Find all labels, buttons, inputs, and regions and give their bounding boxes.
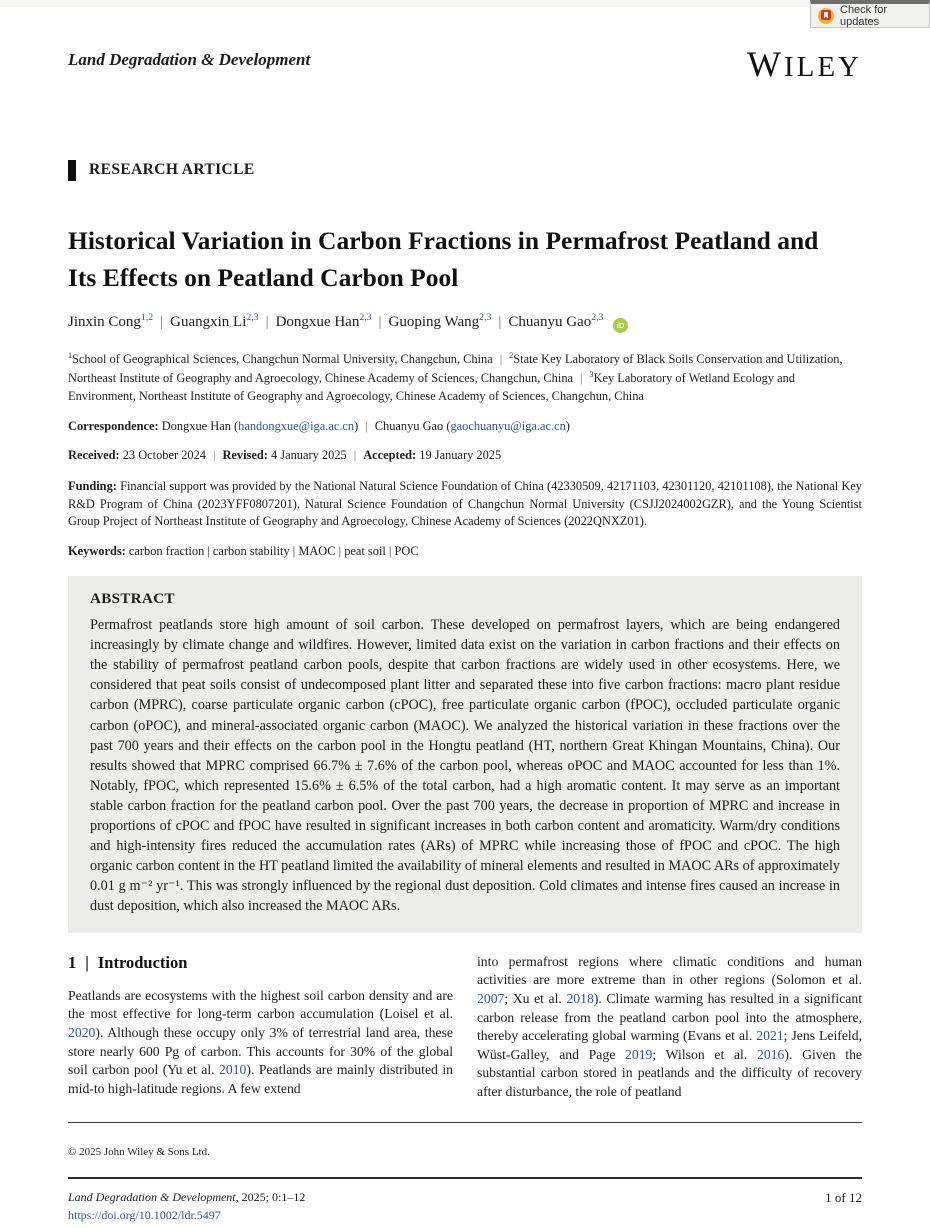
- intro-column-left: [68, 953, 453, 1102]
- authors-line: [68, 311, 862, 333]
- inline-link[interactable]: 2019: [625, 1046, 653, 1062]
- page-top-edge: [0, 0, 930, 7]
- intro-column-right: [477, 953, 862, 1102]
- page-footer: [68, 1177, 862, 1224]
- inline-link[interactable]: gaochuanyu@iga.ac.cn: [450, 418, 566, 433]
- footer-journal-line: Land Degradation & Development, 2025; 0:1–12: [68, 1189, 306, 1204]
- page-number: 1 of 12: [825, 1189, 862, 1205]
- inline-link[interactable]: handongxue@iga.ac.cn: [238, 418, 355, 433]
- inline-link[interactable]: 2016: [757, 1046, 785, 1062]
- keywords-line: Keywords: carbon fraction | carbon stability | MAOC | peat soil | POC: [68, 543, 419, 558]
- section-heading-introduction: 1 | Introduction: [68, 952, 188, 972]
- article-type-label: RESEARCH ARTICLE: [68, 160, 862, 181]
- wiley-logo: WILEY: [746, 44, 862, 84]
- inline-link[interactable]: 2020: [68, 1024, 96, 1040]
- abstract-heading: ABSTRACT: [90, 591, 175, 608]
- orcid-icon[interactable]: [613, 318, 628, 333]
- check-for-updates-label: Check for updates: [840, 3, 888, 28]
- abstract-box: [68, 576, 862, 932]
- authors-text: Jinxin Cong$^{1,2}$ | Guangxin Li$^{2,3}$ | Dongxue Han$^{2,3}$ | Guoping Wang$^{2,3}$ | Chuanyu Gao$^{2,3}$: [68, 311, 604, 330]
- article-title: Historical Variation in Carbon Fractions in Permafrost Peatland and Its Effects on Peatland Carbon Pool: [68, 225, 819, 292]
- history-dates-line: Received: 23 October 2024 | Revised: 4 January 2025 | Accepted: 19 January 2025: [68, 448, 502, 463]
- inline-link[interactable]: 2007: [477, 990, 505, 1006]
- affiliations: $^1$School of Geographical Sciences, Changchun Normal University, Changchun, China | $^2$State Key Laboratory of Black Soils Conservation and Utilization, Northeast Institute of Geography and Agroecology, Chinese Academy of Sciences, Changchun, China | $^3$Key Laboratory of Wetland Ecology and Environment, Northeast Institute of Geography and Agroecology, Chinese Academy of Sciences, Changchun, China: [68, 350, 843, 404]
- footnote-divider: [68, 1122, 862, 1123]
- footer-citation: [68, 1188, 305, 1224]
- inline-link[interactable]: 2021: [756, 1028, 784, 1044]
- inline-link[interactable]: 2018: [566, 990, 594, 1006]
- doi-link[interactable]: https://doi.org/10.1002/ldr.5497: [68, 1207, 221, 1222]
- copyright-notice: © 2025 John Wiley & Sons Ltd.: [68, 1145, 210, 1158]
- intro-paragraph-right: into permafrost regions where climatic conditions and human activities are more extreme than in other regions (Solomon et al. 2007; Xu et al. 2018). Climate warming has resulted in a significant carbon release from the peatland carbon pool into the atmosphere, thereby accelerating global warming (Evans et al. 2021; Jens Leifeld, Wüst-Galley, and Page 2019; Wilson et al. 2016). Given the substantial carbon stored in peatlands and the difficulty of recovery after disturbance, the role of peatland: [477, 953, 862, 1100]
- crossmark-icon: [818, 8, 834, 24]
- inline-link[interactable]: 2010: [219, 1062, 247, 1078]
- introduction-section: [68, 953, 862, 1102]
- funding-statement: Funding: Financial support was provided by the National Natural Science Foundation of China (42330509, 42171103, 42301120, 42101108), the National Key R&D Program of China (2023YFF0807201), Natural Science Foundation of Changchun Normal University (CSJJ2024002GZR), and the Young Scientist Group Project of Northeast Institute of Geography and Agroecology, Chinese Academy of Sciences (2022QNXZ01).: [68, 478, 862, 529]
- masthead: [68, 0, 862, 82]
- correspondence-line: Correspondence: Dongxue Han (handongxue@iga.ac.cn) | Chuanyu Gao (gaochuanyu@iga.ac.cn): [68, 418, 570, 433]
- check-for-updates-button[interactable]: [810, 0, 930, 28]
- intro-paragraph-left: Peatlands are ecosystems with the highest soil carbon density and are the most effective for long-term carbon accumulation (Loisel et al. 2020). Although these occupy only 3% of terrestrial land area, these store nearly 600 Pg of carbon. This accounts for 30% of the global soil carbon pool (Yu et al. 2010). Peatlands are mainly distributed in mid-to high-latitude regions. A few extend: [68, 987, 454, 1096]
- journal-name: Land Degradation & Development: [68, 50, 311, 69]
- abstract-body: Permafrost peatlands store high amount of soil carbon. These developed on permafrost layers, which are being endangered increasingly by climate change and wildfires. However, limited data exist on the variation in carbon fractions and their effects on the stability of permafrost peatland carbon pools, despite that carbon fractions are widely used in other ecosystems. Here, we considered that peat soils consist of undecomposed plant litter and separated these into five carbon fractions: macro plant residue carbon (MPRC), coarse particulate organic carbon (cPOC), free particulate organic carbon (fPOC), occluded particulate organic carbon (oPOC), and mineral-associated organic carbon (MAOC). We analyzed the historical variation in these fractions over the past 700 years and their effects on the carbon pool in the Hongtu peatland (HT, northern Great Khingan Mountains, China). Our results showed that MPRC comprised 66.7% ± 7.6% of the carbon pool, whereas oPOC and MAOC accounted for less than 1%. Notably, fPOC, which represented 15.6% ± 6.5% of the total carbon, had a high aromatic content. It may serve as an important stable carbon fraction for the peatland carbon pool. Over the past 700 years, the decrease in proportion of MPRC and increase in proportions of cPOC and fPOC have resulted in significant increases in both carbon content and aromaticity. Warm/dry conditions and high-intensity fires reduced the accumulation rates (ARs) of MPRC while increasing those of fPOC and cPOC. The high organic carbon content in the HT peatland limited the availability of mineral elements and resulted in MAOC ARs of approximately 0.01 g m⁻² yr⁻¹. This was strongly influenced by the regional dust deposition. Cold climates and intense fires caused an increase in dust deposition, which also increased the MAOC ARs.: [90, 617, 840, 914]
